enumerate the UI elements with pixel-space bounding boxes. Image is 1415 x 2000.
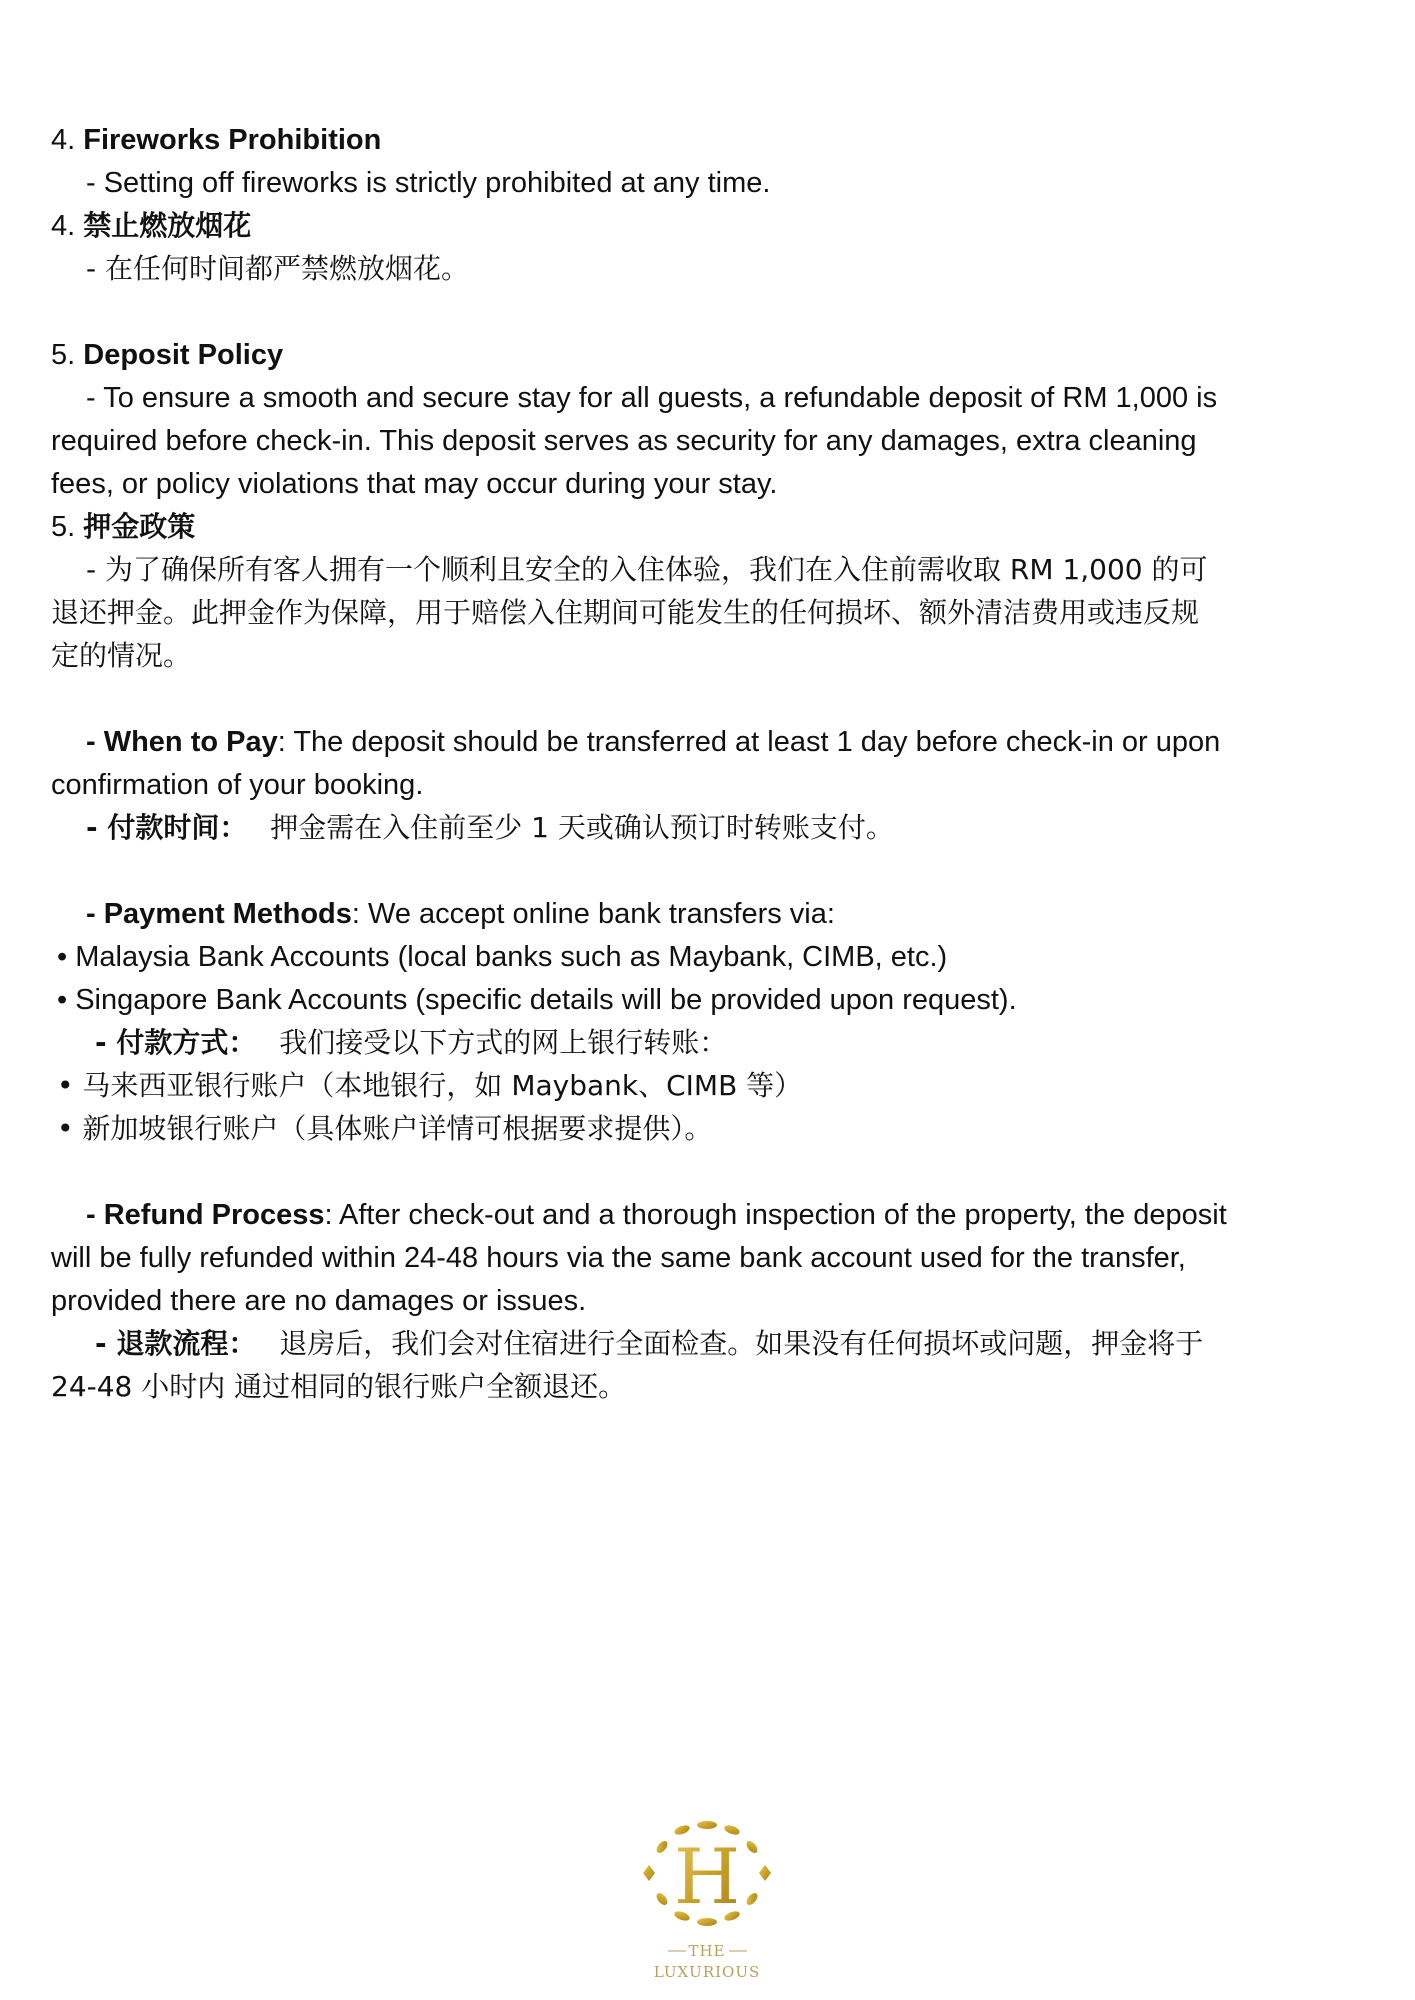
section-5-body-cn-line: 定的情况。 xyxy=(51,639,192,672)
section-5-number-cn: 5. xyxy=(51,511,76,543)
section-4-heading xyxy=(51,120,381,160)
when-to-pay-text-cn: 押金需在入住前至少 1 天或确认预订时转账支付。 xyxy=(270,811,894,844)
refund-process-line xyxy=(86,1195,1227,1235)
payment-method-item-text: Singapore Bank Accounts (specific details will be provided upon request). xyxy=(75,984,1017,1016)
bullet: • xyxy=(57,1069,74,1102)
section-4-title-cn: 禁止燃放烟花 xyxy=(83,209,252,242)
payment-methods-label: - Payment Methods xyxy=(86,898,352,930)
payment-methods-text-cn: 我们接受以下方式的网上银行转账： xyxy=(279,1026,728,1059)
payment-method-item-text: Malaysia Bank Accounts (local banks such as Maybank, CIMB, etc.) xyxy=(75,941,948,973)
section-5-body-line: - To ensure a smooth and secure stay for all guests, a refundable deposit of RM 1,000 is xyxy=(86,382,1218,414)
refund-process-label-cn: - 退款流程： xyxy=(95,1327,257,1360)
section-4-title: Fireworks Prohibition xyxy=(83,124,382,156)
section-4-body: - Setting off fireworks is strictly prohibited at any time. xyxy=(86,167,771,199)
refund-process-label: - Refund Process xyxy=(86,1199,325,1231)
bullet: • xyxy=(57,1112,74,1145)
payment-method-item-cn xyxy=(57,1109,712,1149)
refund-process-text-line: provided there are no damages or issues. xyxy=(51,1285,587,1317)
section-5-body-cn-line: - 为了确保所有客人拥有一个顺利且安全的入住体验，我们在入住前需收取 RM 1,000 的可 xyxy=(86,553,1208,586)
refund-process-text-cn: 退房后，我们会对住宿进行全面检查。如果没有任何损坏或问题，押金将于 xyxy=(279,1327,1204,1360)
bullet: • xyxy=(57,941,68,973)
section-5-heading-cn xyxy=(51,507,195,547)
logo-letter: H xyxy=(673,1832,741,1921)
refund-process-text: : After check-out and a thorough inspection of the property, the deposit xyxy=(324,1199,1227,1231)
payment-method-item-cn xyxy=(57,1066,802,1106)
section-4-heading-cn xyxy=(51,206,251,246)
when-to-pay-label: - When to Pay xyxy=(86,726,278,758)
section-4-body-cn: - 在任何时间都严禁燃放烟花。 xyxy=(86,252,470,285)
payment-methods-text: : We accept online bank transfers via: xyxy=(351,898,835,930)
section-5-body-line: required before check-in. This deposit serves as security for any damages, extra cleaning xyxy=(51,425,1197,457)
refund-process-cn-line xyxy=(95,1324,1203,1364)
payment-method-item xyxy=(57,937,947,977)
bullet: • xyxy=(57,984,68,1016)
payment-method-item xyxy=(57,980,1017,1020)
payment-method-item-cn-text: 新加坡银行账户（具体账户详情可根据要求提供）。 xyxy=(82,1112,713,1145)
payment-method-item-cn-text: 马来西亚银行账户（本地银行，如 Maybank、CIMB 等） xyxy=(82,1069,803,1102)
section-5-body-cn-line: 退还押金。此押金作为保障，用于赔偿入住期间可能发生的任何损坏、额外清洁费用或违反规 xyxy=(51,596,1200,629)
logo-text-luxurious: LUXURIOUS xyxy=(653,1963,761,1981)
section-5-heading xyxy=(51,335,283,375)
section-5-body-line: fees, or policy violations that may occur during your stay. xyxy=(51,468,778,500)
payment-methods-label-cn: - 付款方式： xyxy=(95,1026,257,1059)
refund-process-text-line: will be fully refunded within 24-48 hours via the same bank account used for the transfer, xyxy=(51,1242,1186,1274)
section-4-number-cn: 4. xyxy=(51,210,76,242)
when-to-pay-text-line: confirmation of your booking. xyxy=(51,769,424,801)
section-5-title: Deposit Policy xyxy=(83,339,284,371)
when-to-pay-label-cn: - 付款时间： xyxy=(86,811,248,844)
when-to-pay-text: : The deposit should be transferred at least 1 day before check-in or upon xyxy=(277,726,1221,758)
when-to-pay-cn-line xyxy=(86,808,894,848)
the-luxurious-logo xyxy=(630,1805,785,1995)
section-5-number: 5. xyxy=(51,339,76,371)
payment-methods-line xyxy=(86,894,835,934)
refund-process-text-cn-line: 24-48 小时内 通过相同的银行账户全额退还。 xyxy=(51,1370,627,1403)
section-5-title-cn: 押金政策 xyxy=(83,510,196,543)
logo-text-the: THE xyxy=(688,1942,726,1960)
when-to-pay-line xyxy=(86,722,1220,762)
payment-methods-cn-line xyxy=(95,1023,727,1063)
section-4-number: 4. xyxy=(51,124,76,156)
